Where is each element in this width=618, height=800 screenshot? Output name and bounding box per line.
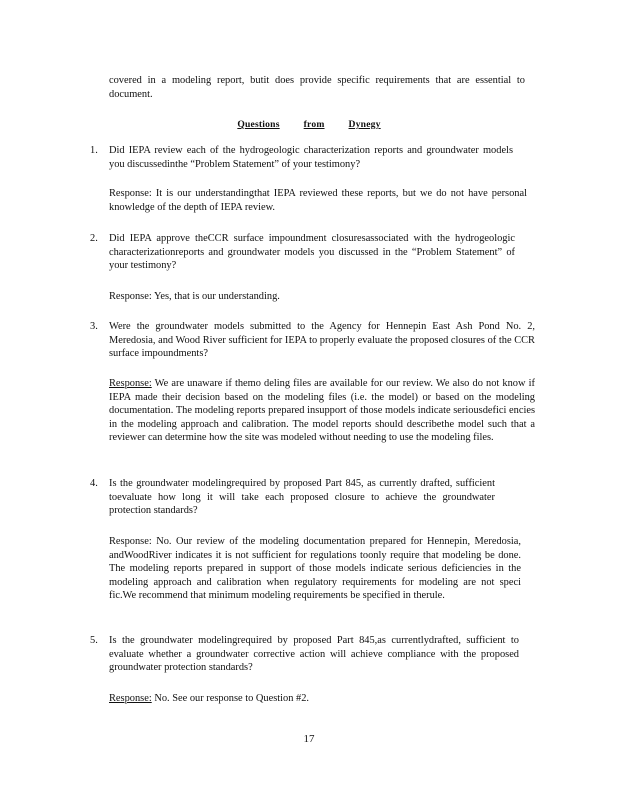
intro-paragraph: covered in a modeling report, butit does provide specific requirements that are essential to document. [109,75,525,100]
response-text: No. Our review of the modeling documentation prepared for Hennepin, Meredosia, andWoodRiver indicates it is not sufficient for regulations toonly require that modeling be done. The modeling reports prepared in support of those models indicate serious deficiencies in the modeling approach and calibration when regulatory requirements for modeling are not speci fic.We recommend that minimum modeling requirements be specified in therule. [109,536,521,602]
question-text: Were the groundwater models submitted to the Agency for Hennepin East Ash Pond No. 2, Meredosia, and Wood River sufficient for IEPA to properly evaluate the proposed closures of the CCR surface impoundments? [109,321,535,360]
response-label: Response: [109,693,152,704]
question-text: Is the groundwater modelingrequired by proposed Part 845, as currently drafted, sufficient toevaluate how long it will take each proposed closure to achieve the groundwater protection standards? [109,478,495,517]
response-text: It is our understandingthat IEPA reviewed these reports, but we do not have personal knowledge of the depth of IEPA review. [109,188,527,213]
question-number: 1. [90,145,98,156]
section-heading [0,118,618,132]
response-text: We are unaware if themo deling files are available for our review. We also do not know if IEPA made their decision based on the modeling files (i.e. the model) or based on the modeling documentation. The modeling reports prepared insupport of those models indicate seriousdefici encies in the modeling approach and calibration. The model reports should describethe model such that a reviewer can determine how the site was modeled without needing to use the modeling files. [109,378,535,444]
question-text: Did IEPA review each of the hydrogeologic characterization reports and groundwater models you discussedinthe “Problem Statement” of your testimony? [109,145,513,170]
response-label: Response: [109,291,152,302]
response-label: Response: [109,188,152,199]
question-number: 4. [90,478,98,489]
question-number: 2. [90,233,98,244]
question-text: Did IEPA approve theCCR surface impoundment closuresassociated with the hydrogeologic characterizationreports and groundwater models you discussed in the “Problem Statement” of your testimony? [109,233,515,272]
question-text: Is the groundwater modelingrequired by proposed Part 845,as currentlydrafted, sufficient to evaluate whether a groundwater corrective action will achieve compliance with the proposed groundwater protection standards? [109,635,519,674]
question-number: 5. [90,635,98,646]
response-paragraph [109,535,521,603]
response-text: Yes, that is our understanding. [153,291,280,302]
heading-word-questions: Questions [237,119,280,130]
question-number: 3. [90,321,98,332]
heading-word-dynegy: Dynegy [348,119,381,130]
response-paragraph [109,290,529,304]
response-label: Response: [109,378,152,389]
heading-word-from: from [303,119,325,130]
response-label: Response: [109,536,152,547]
response-paragraph [109,692,529,706]
response-paragraph [109,377,535,445]
response-text: No. See our response to Question #2. [154,693,310,704]
page-number: 17 [303,733,315,745]
response-paragraph [109,187,527,214]
